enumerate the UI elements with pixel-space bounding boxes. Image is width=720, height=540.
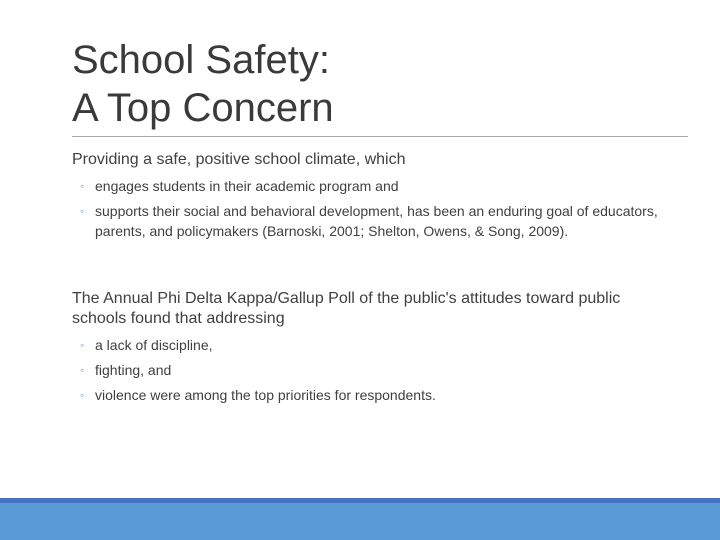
section1-bullets <box>72 176 672 241</box>
bullet-circle-icon: ◦ <box>80 363 85 377</box>
title-line-2: A Top Concern <box>72 86 334 130</box>
bullet-text: a lack of discipline, <box>95 337 213 353</box>
bullet-circle-icon: ◦ <box>80 204 85 218</box>
section-poll <box>72 289 672 405</box>
section1-intro: Providing a safe, positive school climate, which <box>72 151 406 168</box>
bullet-circle-icon: ◦ <box>80 338 85 352</box>
title-line-1: School Safety: <box>72 38 330 82</box>
slide-content <box>72 150 672 410</box>
slide-title <box>72 36 334 132</box>
title-divider <box>72 136 688 137</box>
list-item <box>72 176 672 196</box>
section2-bullets <box>72 335 672 405</box>
section-climate <box>72 150 672 241</box>
footer-bar <box>0 503 720 540</box>
list-item <box>72 201 672 241</box>
list-item <box>72 385 672 405</box>
bullet-circle-icon: ◦ <box>80 388 85 402</box>
list-item <box>72 360 672 380</box>
bullet-text: violence were among the top priorities for respondents. <box>95 387 436 403</box>
bullet-circle-icon: ◦ <box>80 179 85 193</box>
bullet-text: engages students in their academic program and <box>95 178 399 194</box>
bullet-text: fighting, and <box>95 362 172 378</box>
list-item <box>72 335 672 355</box>
bullet-text: supports their social and behavioral development, has been an enduring goal of educators, parents, and policymakers (Barnoski, 2001; Shelton, Owens, & Song, 2009). <box>95 203 658 239</box>
section2-intro: The Annual Phi Delta Kappa/Gallup Poll of the public's attitudes toward public schools found that addressing <box>72 290 621 327</box>
